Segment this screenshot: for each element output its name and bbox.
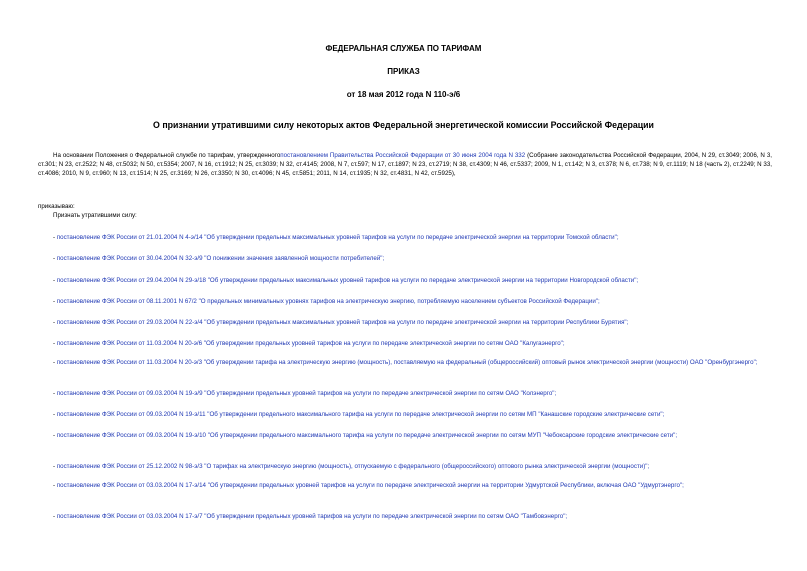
document-date-number: от 18 мая 2012 года N 110-э/6 bbox=[346, 90, 461, 99]
preamble-text-after: (Собрание законодательства Российской Федерации, 2004, N 29, ст.3049; 2006, N 3, ст.301; N 23, ст.2522; N 48, ст.5032; N 50, ст.5354; 2007, N 16, ст.1912; N 25, ст.3039; N 32, ст.4145; 2008, N 7, ст.597; N 17, ст.1897; N 23, ст.2719; N 38, ст.4309; N 46, ст.5337; 2009, N 1, ст.142; N 3, ст.378; N 6, ст.738; N 9, ст.1119; N 18 (часть 2), ст.2249; N 33, ст.4086; 2010, N 9, ст.960; N 13, ст.1514; N 25, ст.3169; N 26, ст.3350; N 30, ст.4096; N 45, ст.5851; 2011, N 14, ст.1935; N 32, ст.4831, N 42, ст.5925), bbox=[38, 152, 772, 177]
repealed-act-link[interactable]: постановление ФЭК России от 21.01.2004 N 4-э/14 "Об утверждении предельных максимальных уровней тарифов на услуги по передаче электрической энергии на территории Томской области"; bbox=[56, 234, 619, 241]
recognize-invalid-text: Признать утратившими силу: bbox=[53, 212, 137, 219]
list-item[interactable]: - постановление ФЭК России от 11.03.2004 N 20-э/3 "Об утверждении тарифа на электрическую энергию (мощность), поставляемую на федеральный (общероссийский) оптовый рынок электрической энергии (мощности) ОАО "Оренбургэнерго"; bbox=[53, 359, 758, 366]
repealed-act-link[interactable]: постановление ФЭК России от 09.03.2004 N 19-э/11 "Об утверждении предельного максимального тарифа на услуги по передаче электрической энергии по сетям МП "Канашские городские электрические сети"; bbox=[56, 411, 665, 418]
repealed-act-link[interactable]: постановление ФЭК России от 29.03.2004 N 22-э/4 "Об утверждении предельных максимальных уровней тарифов на услуги по передаче электрической энергии на территории Республики Бурятия"; bbox=[56, 319, 629, 326]
list-item[interactable]: - постановление ФЭК России от 09.03.2004 N 19-э/10 "Об утверждении предельного максимального тарифа на услуги по передаче электрической энергии по сетям МУП "Чебоксарские городские электрические сети"; bbox=[53, 432, 678, 439]
repealed-act-link[interactable]: постановление ФЭК России от 25.12.2002 N 98-э/3 "О тарифах на электрическую энергию (мощность), отпускаемую с федерального (общероссийского) оптового рынка электрической энергии (мощности)"; bbox=[56, 463, 650, 470]
list-item[interactable]: - постановление ФЭК России от 30.04.2004 N 32-э/9 "О понижении значения заявленной мощности потребителей"; bbox=[53, 255, 385, 262]
repealed-act-link[interactable]: постановление ФЭК России от 03.03.2004 N 17-э/14 "Об утверждении предельных уровней тарифов на услуги по передаче электрической энергии на территории Удмуртской Республики, включая ОАО "Удмуртэнерго"; bbox=[56, 482, 684, 489]
government-decree-link[interactable]: постановлением Правительства Российской Федерации от 30 июня 2004 года N 332 bbox=[280, 152, 526, 159]
repealed-act-link[interactable]: постановление ФЭК России от 09.03.2004 N 19-э/9 "Об утверждении предельных уровней тарифов на услуги по передаче электрической энергии по сетям ОАО "Колэнерго"; bbox=[56, 390, 557, 397]
list-item[interactable]: - постановление ФЭК России от 11.03.2004 N 20-э/6 "Об утверждении предельных уровней тарифов на услуги по передаче электрической энергии по сетям ОАО "Калугаэнерго"; bbox=[53, 340, 565, 347]
list-item[interactable]: - постановление ФЭК России от 03.03.2004 N 17-э/7 "Об утверждении предельных уровней тарифов на услуги по передаче электрической энергии по сетям ОАО "Тамбовэнерго"; bbox=[53, 513, 568, 520]
order-word: приказываю: bbox=[38, 203, 75, 210]
repealed-act-link[interactable]: постановление ФЭК России от 08.11.2001 N 67/2 "О предельных минимальных уровнях тарифов на электрическую энергию, потребляемую населением субъектов Российской Федерации"; bbox=[56, 298, 600, 305]
repealed-act-link[interactable]: постановление ФЭК России от 11.03.2004 N 20-э/3 "Об утверждении тарифа на электрическую энергию (мощность), поставляемую на федеральный (общероссийский) оптовый рынок электрической энергии (мощности) ОАО "Оренбургэнерго"; bbox=[56, 359, 758, 366]
repealed-act-link[interactable]: постановление ФЭК России от 30.04.2004 N 32-э/9 "О понижении значения заявленной мощности потребителей"; bbox=[56, 255, 385, 262]
list-item[interactable]: - постановление ФЭК России от 29.03.2004 N 22-э/4 "Об утверждении предельных максимальных уровней тарифов на услуги по передаче электрической энергии на территории Республики Бурятия"; bbox=[53, 319, 629, 326]
list-item[interactable]: - постановление ФЭК России от 25.12.2002 N 98-э/3 "О тарифах на электрическую энергию (мощность), отпускаемую с федерального (общероссийского) оптового рынка электрической энергии (мощности)"; bbox=[53, 463, 650, 470]
document-title: О признании утратившими силу некоторых актов Федеральной энергетической комиссии Российской Федерации bbox=[153, 120, 654, 130]
agency-name: ФЕДЕРАЛЬНАЯ СЛУЖБА ПО ТАРИФАМ bbox=[325, 44, 482, 53]
list-item[interactable]: - постановление ФЭК России от 21.01.2004 N 4-э/14 "Об утверждении предельных максимальных уровней тарифов на услуги по передаче электрической энергии на территории Томской области"; bbox=[53, 234, 619, 241]
preamble-text-before: На основании Положения о Федеральной службе по тарифам, утвержденного bbox=[53, 152, 281, 159]
list-item[interactable]: - постановление ФЭК России от 03.03.2004 N 17-э/14 "Об утверждении предельных уровней тарифов на услуги по передаче электрической энергии на территории Удмуртской Республики, включая ОАО "Удмуртэнерго"; bbox=[53, 482, 684, 489]
document-type: ПРИКАЗ bbox=[387, 67, 420, 76]
preamble-paragraph bbox=[38, 151, 772, 178]
list-item[interactable]: - постановление ФЭК России от 29.04.2004 N 29-э/18 "Об утверждении предельных максимальных уровней тарифов на услуги по передаче электрической энергии на территории Новгородской области"; bbox=[53, 277, 639, 284]
repealed-act-link[interactable]: постановление ФЭК России от 29.04.2004 N 29-э/18 "Об утверждении предельных максимальных уровней тарифов на услуги по передаче электрической энергии на территории Новгородской области"; bbox=[56, 277, 639, 284]
repealed-act-link[interactable]: постановление ФЭК России от 03.03.2004 N 17-э/7 "Об утверждении предельных уровней тарифов на услуги по передаче электрической энергии по сетям ОАО "Тамбовэнерго"; bbox=[56, 513, 568, 520]
list-item[interactable]: - постановление ФЭК России от 09.03.2004 N 19-э/9 "Об утверждении предельных уровней тарифов на услуги по передаче электрической энергии по сетям ОАО "Колэнерго"; bbox=[53, 390, 557, 397]
repealed-act-link[interactable]: постановление ФЭК России от 09.03.2004 N 19-э/10 "Об утверждении предельного максимального тарифа на услуги по передаче электрической энергии по сетям МУП "Чебоксарские городские электрические сети"; bbox=[56, 432, 678, 439]
repealed-act-link[interactable]: постановление ФЭК России от 11.03.2004 N 20-э/6 "Об утверждении предельных уровней тарифов на услуги по передаче электрической энергии по сетям ОАО "Калугаэнерго"; bbox=[56, 340, 565, 347]
list-item[interactable]: - постановление ФЭК России от 09.03.2004 N 19-э/11 "Об утверждении предельного максимального тарифа на услуги по передаче электрической энергии по сетям МП "Канашские городские электрические сети"; bbox=[53, 411, 665, 418]
list-item[interactable]: - постановление ФЭК России от 08.11.2001 N 67/2 "О предельных минимальных уровнях тарифов на электрическую энергию, потребляемую населением субъектов Российской Федерации"; bbox=[53, 298, 600, 305]
